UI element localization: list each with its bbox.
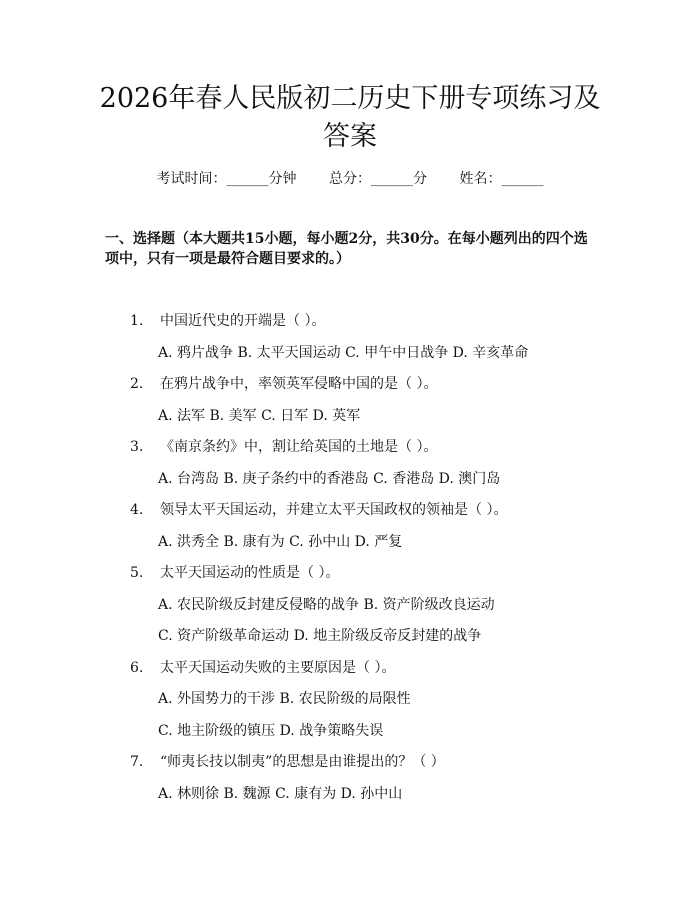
question-text: 中国近代史的开端是（ ）。	[160, 313, 326, 329]
question-4-options: A. 洪秀全 B. 康有为 C. 孙中山 D. 严复	[158, 534, 403, 550]
question-7-options: A. 林则徐 B. 魏源 C. 康有为 D. 孙中山	[158, 786, 403, 802]
question-6-options-line-1: A. 外国势力的干涉 B. 农民阶级的局限性	[158, 691, 411, 707]
question-7	[130, 752, 445, 772]
question-number: 7.	[130, 754, 144, 770]
exam-time-field: 考试时间：______分钟	[156, 171, 297, 187]
document-title: 2026年春人民版初二历史下册专项练习及答案	[99, 83, 601, 152]
question-5-options-line-1: A. 农民阶级反封建反侵略的战争 B. 资产阶级改良运动	[158, 597, 495, 613]
question-1	[130, 311, 325, 331]
question-5	[130, 563, 339, 583]
exam-info-line	[0, 169, 700, 189]
question-text: 《南京条约》中，割让给英国的土地是（ ）。	[160, 439, 438, 455]
question-4	[130, 500, 507, 520]
question-6-options-line-2: C. 地主阶级的镇压 D. 战争策略失误	[158, 723, 384, 739]
question-number: 5.	[130, 565, 144, 581]
question-text: “师夷长技以制夷”的思想是由谁提出的？（ ）	[160, 754, 445, 770]
question-number: 4.	[130, 502, 144, 518]
student-name-field: 姓名：______	[459, 171, 544, 187]
question-5-options-line-2: C. 资产阶级革命运动 D. 地主阶级反帝反封建的战争	[158, 628, 482, 644]
question-number: 6.	[130, 660, 144, 676]
section-heading: 一、选择题（本大题共15小题，每小题2分，共30分。在每小题列出的四个选项中，只有一项是最符合题目要求的。）	[105, 231, 588, 267]
question-1-options: A. 鸦片战争 B. 太平天国运动 C. 甲午中日战争 D. 辛亥革命	[158, 345, 529, 361]
question-3-options: A. 台湾岛 B. 庚子条约中的香港岛 C. 香港岛 D. 澳门岛	[158, 471, 501, 487]
question-number: 2.	[130, 376, 144, 392]
question-text: 太平天国运动的性质是（ ）。	[160, 565, 340, 581]
question-text: 太平天国运动失败的主要原因是（ ）。	[160, 660, 396, 676]
question-text: 在鸦片战争中，率领英军侵略中国的是（ ）。	[160, 376, 438, 392]
question-2	[130, 374, 437, 394]
question-text: 领导太平天国运动，并建立太平天国政权的领袖是（ ）。	[160, 502, 508, 518]
question-number: 3.	[130, 439, 144, 455]
total-score-field: 总分：______分	[329, 171, 427, 187]
question-6	[130, 658, 395, 678]
question-number: 1.	[130, 313, 144, 329]
question-2-options: A. 法军 B. 美军 C. 日军 D. 英军	[158, 408, 361, 424]
question-3	[130, 437, 437, 457]
